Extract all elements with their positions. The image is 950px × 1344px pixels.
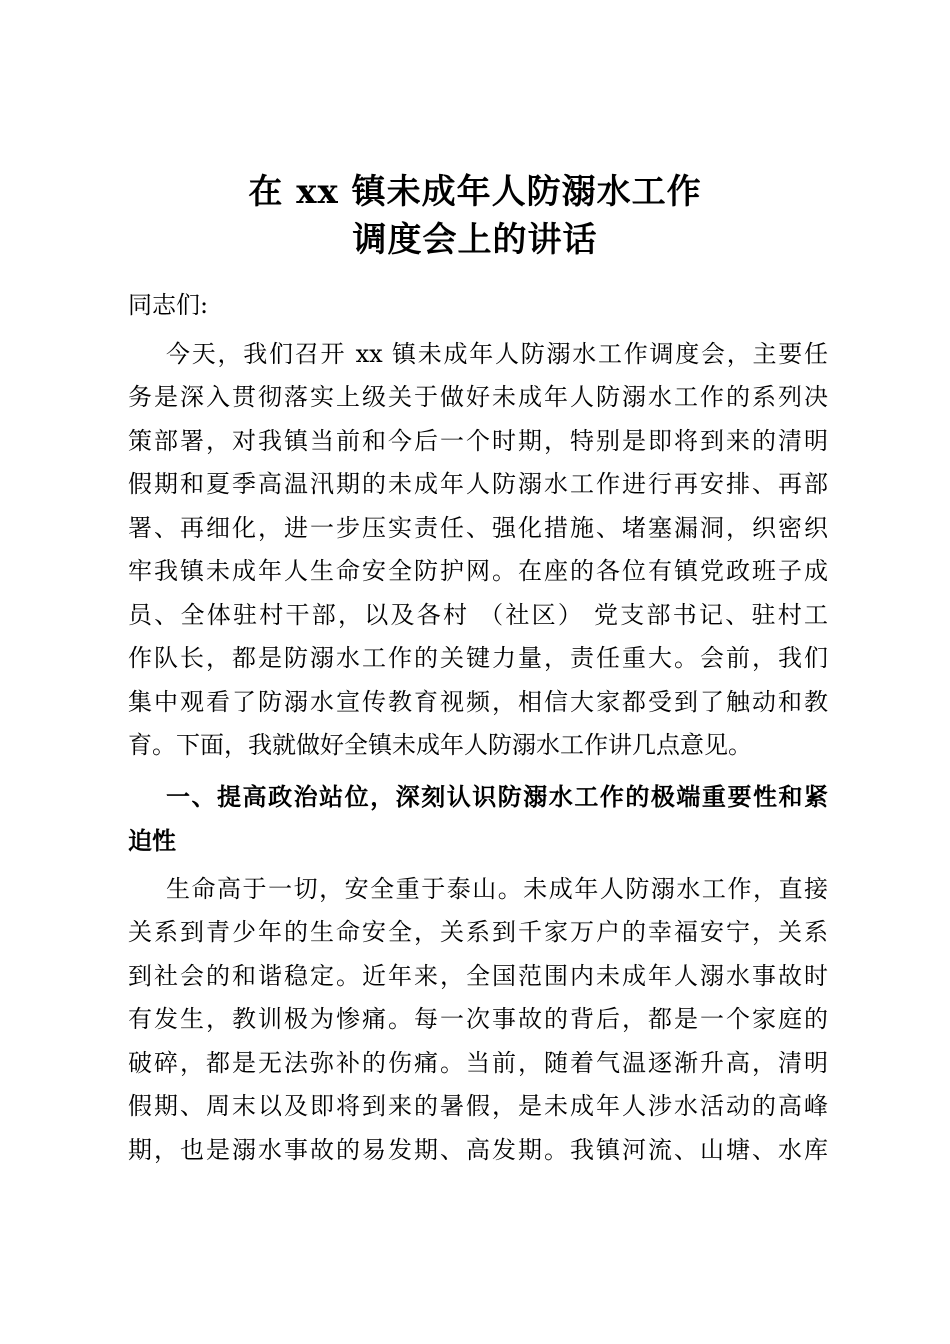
body-line: 牢我镇未成年人生命安全防护网。在座的各位有镇党政班子成 (128, 557, 828, 585)
body-line: 员、全体驻村干部，以及各村 （社区） 党支部书记、驻村工 (128, 601, 828, 629)
document-title-line-1: 在 xx 镇未成年人防溺水工作 (248, 172, 702, 212)
body-line: 策部署，对我镇当前和今后一个时期，特别是即将到来的清明 (128, 427, 828, 455)
body-line: 破碎，都是无法弥补的伤痛。当前，随着气温逐渐升高，清明 (128, 1049, 828, 1077)
body-line: 生命高于一切，安全重于泰山。未成年人防溺水工作，直接 (166, 875, 828, 903)
body-line: 假期和夏季高温汛期的未成年人防溺水工作进行再安排、再部 (128, 470, 828, 498)
section-heading-1: 一、提高政治站位，深刻认识防溺水工作的极端重要性和紧 (166, 782, 828, 811)
body-line: 关系到青少年的生命安全，关系到千家万户的幸福安宁，关系 (128, 918, 828, 946)
body-line: 作队长，都是防溺水工作的关键力量，责任重大。会前，我们 (128, 644, 828, 672)
body-line: 务是深入贯彻落实上级关于做好未成年人防溺水工作的系列决 (128, 383, 828, 411)
body-line: 假期、周末以及即将到来的暑假，是未成年人涉水活动的高峰 (128, 1092, 828, 1120)
document-title-line-2: 调度会上的讲话 (352, 220, 598, 260)
section-heading-1-cont: 迫性 (128, 826, 176, 855)
body-line: 到社会的和谐稳定。近年来，全国范围内未成年人溺水事故时 (128, 962, 828, 990)
body-line: 育。下面，我就做好全镇未成年人防溺水工作讲几点意见。 (128, 731, 752, 759)
salutation: 同志们: (128, 291, 209, 319)
body-line: 期，也是溺水事故的易发期、高发期。我镇河流、山塘、水库 (128, 1136, 828, 1164)
body-line: 今天，我们召开 xx 镇未成年人防溺水工作调度会，主要任 (166, 340, 828, 368)
body-line: 集中观看了防溺水宣传教育视频，相信大家都受到了触动和教 (128, 688, 828, 716)
body-line: 有发生，教训极为惨痛。每一次事故的背后，都是一个家庭的 (128, 1005, 828, 1033)
body-line: 署、再细化，进一步压实责任、强化措施、堵塞漏洞，织密织 (128, 514, 828, 542)
